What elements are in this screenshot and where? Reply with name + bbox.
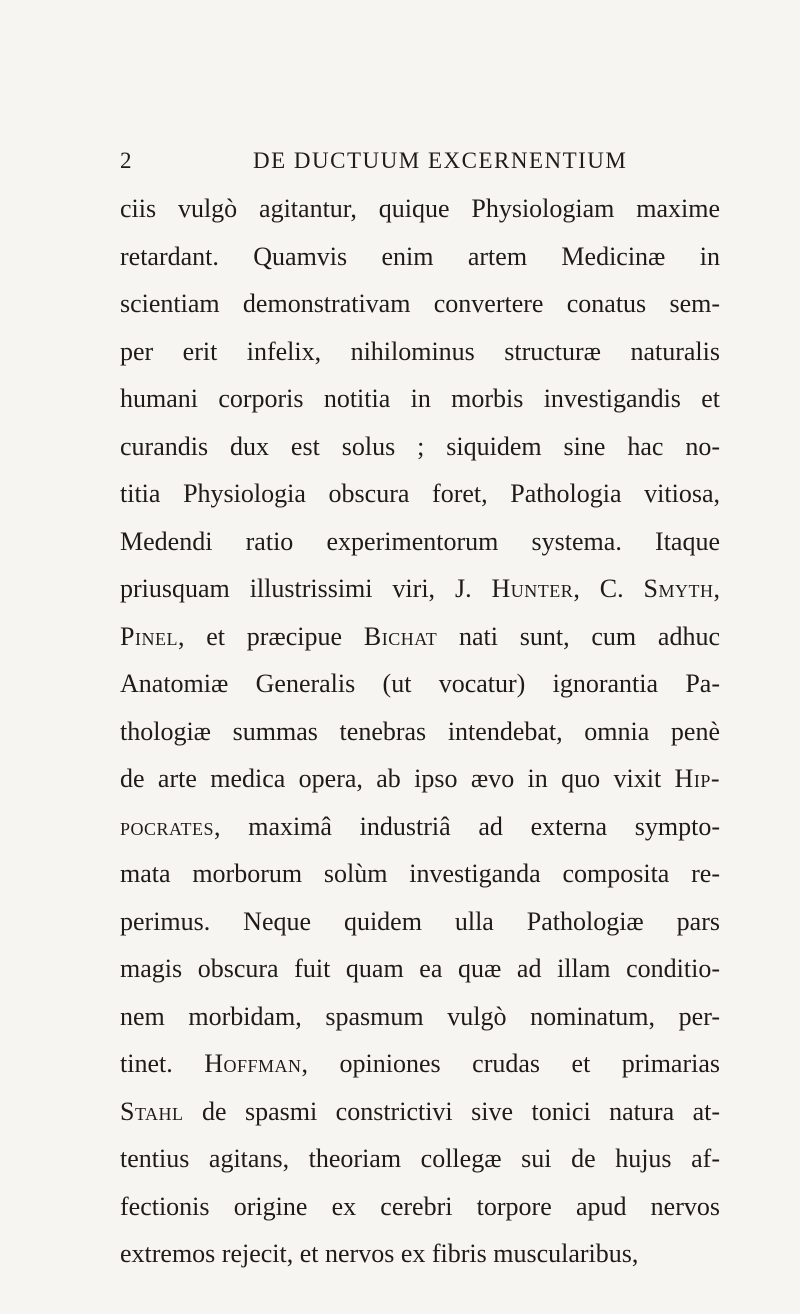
author-name: Hunter <box>491 574 574 603</box>
author-name: Hip- <box>674 764 720 793</box>
author-name: Smyth <box>643 574 714 603</box>
text-line: titia Physiologia obscura foret, Pathologia vitiosa, <box>120 479 720 508</box>
running-head: DE DUCTUUM EXCERNENTIUM <box>253 148 628 173</box>
text-line: tentius agitans, theoriam collegæ sui de hujus af- <box>120 1144 720 1173</box>
text-line: magis obscura fuit quam ea quæ ad illam conditio- <box>120 954 720 983</box>
text-fragment: nati sunt, cum adhuc <box>437 621 720 651</box>
text-line <box>120 755 720 803</box>
text-fragment: priusquam illustrissimi viri, J. <box>120 574 492 603</box>
text-line: thologiæ summas tenebras intendebat, omnia penè <box>120 716 720 746</box>
text-line: fectionis origine ex cerebri torpore apud nervos <box>120 1191 720 1221</box>
text-fragment: , C. <box>573 574 644 603</box>
text-line: Medendi ratio experimentorum systema. Itaque <box>120 526 720 556</box>
text-line: Anatomiæ Generalis (ut vocatur) ignorantia Pa- <box>120 669 720 698</box>
text-line: perimus. Neque quidem ulla Pathologiæ pars <box>120 906 720 936</box>
author-name: Bichat <box>363 621 438 651</box>
author-name: Pinel <box>120 621 178 651</box>
text-line: mata morborum solùm investiganda composita re- <box>120 859 720 888</box>
text-fragment: , maximâ industriâ ad externa sympto- <box>214 811 720 841</box>
text-fragment: , et præcipue <box>177 621 364 651</box>
text-fragment: , <box>713 574 720 603</box>
text-line: extremos rejecit, et nervos ex fibris muscularibus, <box>120 1239 639 1268</box>
text-fragment: tinet. <box>120 1049 205 1078</box>
text-line: per erit infelix, nihilominus structuræ naturalis <box>120 336 720 366</box>
text-line <box>120 613 720 661</box>
text-line: ciis vulgò agitantur, quique Physiologiam maxime <box>120 194 720 223</box>
text-line: humani corporis notitia in morbis investigandis et <box>120 384 720 413</box>
text-line <box>120 1040 720 1088</box>
author-name: Stahl <box>120 1096 184 1126</box>
author-name: pocrates <box>120 811 215 841</box>
text-fragment: , opiniones crudas et primarias <box>301 1049 720 1078</box>
text-line <box>120 1088 720 1136</box>
text-line: retardant. Quamvis enim artem Medicinæ in <box>120 241 720 271</box>
text-line: curandis dux est solus ; siquidem sine hac no- <box>120 431 720 461</box>
page-number: 2 <box>120 148 133 173</box>
text-line: nem morbidam, spasmum vulgò nominatum, per- <box>120 1001 720 1031</box>
author-name: Hoffman <box>204 1049 302 1078</box>
page-header <box>120 148 720 182</box>
text-line: scientiam demonstrativam convertere conatus sem- <box>120 289 720 318</box>
text-fragment: de arte medica opera, ab ipso ævo in quo vixit <box>120 764 675 793</box>
text-line <box>120 803 720 851</box>
text-fragment: de spasmi constrictivi sive tonici natura at- <box>183 1096 720 1126</box>
body-text <box>120 185 720 1278</box>
text-line <box>120 565 720 613</box>
